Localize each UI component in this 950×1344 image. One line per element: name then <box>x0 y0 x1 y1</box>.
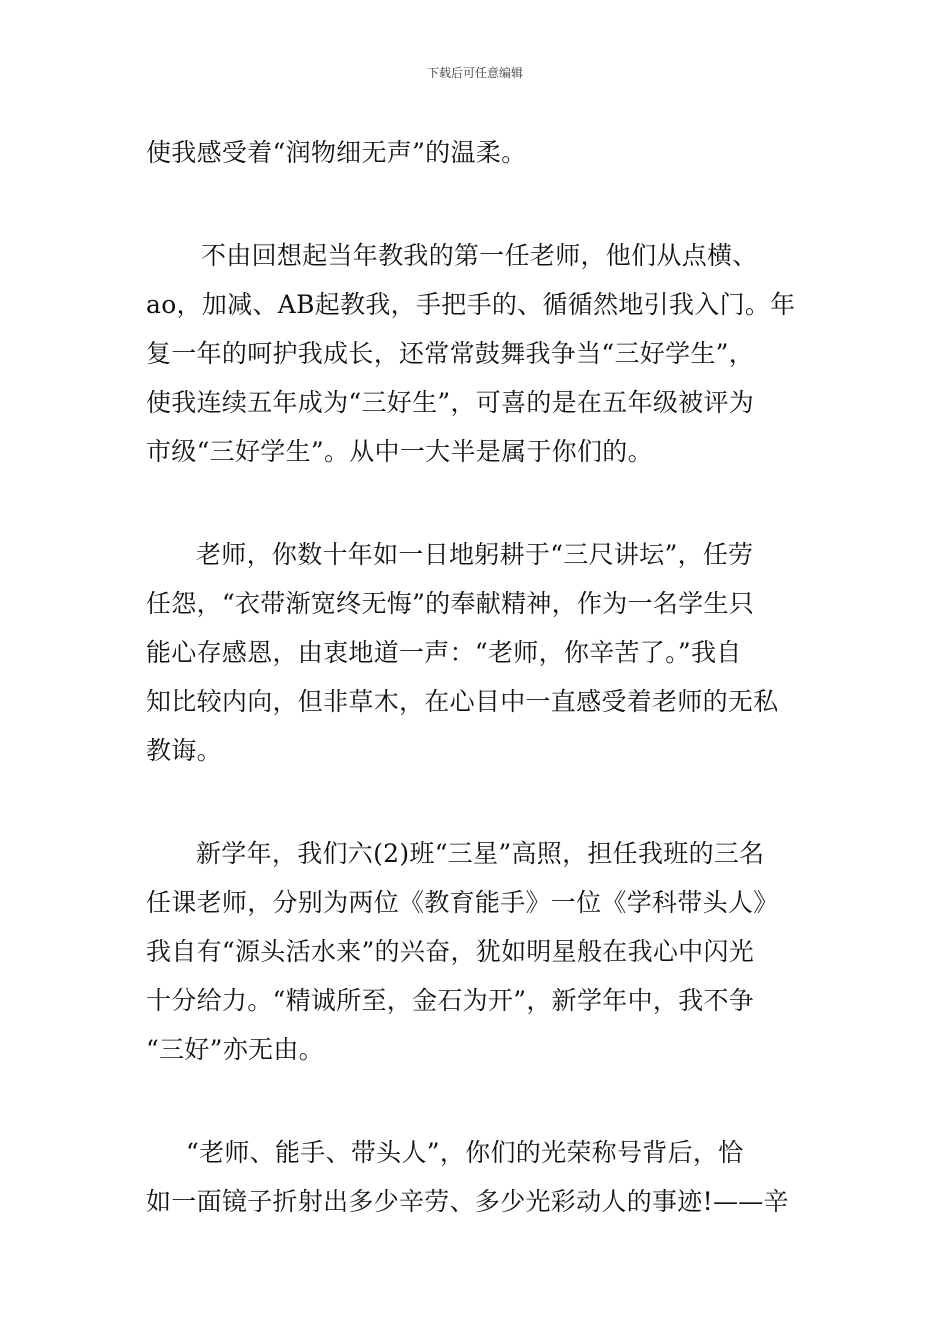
paragraph-line: 教诲。 <box>146 736 222 765</box>
paragraph-line: “老师、能手、带头人”，你们的光荣称号背后，恰 <box>186 1138 744 1167</box>
paragraph-line: 我自有“源头活水来”的兴奋，犹如明星般在我心中闪光 <box>146 937 755 966</box>
document-body <box>146 128 811 1226</box>
paragraph-line: 使我连续五年成为“三好生”，可喜的是在五年级被评为 <box>146 388 755 417</box>
page-header-note: 下载后可任意编辑 <box>426 66 523 80</box>
paragraph-line: 老师，你数十年如一日地躬耕于“三尺讲坛”，任劳 <box>196 540 754 569</box>
paragraph-4 <box>146 829 811 1074</box>
paragraph-line: 任课老师，分别为两位《教育能手》一位《学科带头人》 <box>146 888 779 917</box>
paragraph-line: “三好”亦无由。 <box>146 1035 324 1064</box>
paragraph-line: ao，加减、AB起教我，手把手的、循循然地引我入门。年 <box>146 290 796 319</box>
paragraph-line: 任怨，“衣带渐宽终无悔”的奉献精神，作为一名学生只 <box>146 589 755 618</box>
paragraph-line: 市级“三好学生”。从中一大半是属于你们的。 <box>146 437 653 466</box>
paragraph-line: 新学年，我们六(2)班“三星”高照，担任我班的三名 <box>196 839 765 868</box>
paragraph-line: 使我感受着“润物细无声”的温柔。 <box>146 138 527 167</box>
paragraph-5 <box>146 1128 811 1226</box>
paragraph-1 <box>146 128 811 177</box>
paragraph-gap <box>146 1074 811 1128</box>
paragraph-line: 能心存感恩，由衷地道一声：“老师，你辛苦了。”我自 <box>146 638 742 667</box>
paragraph-gap <box>146 177 811 231</box>
paragraph-line: 不由回想起当年教我的第一任老师，他们从点横、 <box>201 241 758 270</box>
paragraph-line: 十分给力。“精诚所至，金石为开”，新学年中，我不争 <box>146 986 755 1015</box>
paragraph-line: 知比较内向，但非草木，在心目中一直感受着老师的无私 <box>146 687 779 716</box>
paragraph-gap <box>146 476 811 530</box>
paragraph-line: 如一面镜子折射出多少辛劳、多少光彩动人的事迹!——辛 <box>146 1187 789 1216</box>
paragraph-gap <box>146 775 811 829</box>
paragraph-2 <box>146 231 811 476</box>
paragraph-3 <box>146 530 811 775</box>
paragraph-line: 复一年的呵护我成长，还常常鼓舞我争当“三好学生”， <box>146 339 755 368</box>
